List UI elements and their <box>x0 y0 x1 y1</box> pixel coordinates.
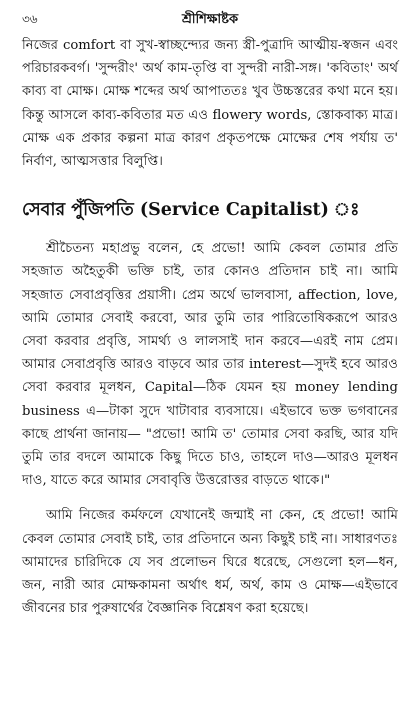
page-number: ৩৬ <box>22 12 38 26</box>
paragraph-purusharthas: আমি নিজের কর্মফলে যেখানেই জন্মাই না কেন, হে প্রভো! আমি কেবল তোমার সেবাই চাই, তার প্রতিদানে অন্য কিছুই চাই না। সাধারণতঃ আমাদের চারিদিকে যে সব প্রলোভন ঘিরে ধরেছে, সেগুলো হল—ধন, জন, নারী আর মোক্ষকামনা অর্থাৎ ধর্ম, অর্থ, কাম ও মোক্ষ—এইভাবে জীবনের চার পুরুষার্থের বৈজ্ঞানিক বিশ্লেষণ করা হয়েছে। <box>22 508 398 617</box>
running-title: শ্রীশিক্ষাষ্টক <box>181 12 239 27</box>
paragraph-continued: নিজের comfort বা সুখ-স্বাচ্ছন্দ্যের জন্য স্ত্রী-পুত্রাদি আত্মীয়-স্বজন এবং পরিচারকবর্গ। 'সুন্দরীং' অর্থ কাম-তৃপ্তি বা সুন্দরী নারী-সঙ্গ। 'কবিতাং' অর্থ কাব্য বা মোক্ষ। মোক্ষ শব্দের অর্থ আপাততঃ খুব উচ্চস্তরের কথা মনে হয়। কিন্তু আসলে কাব্য-কবিতার মত এও flowery words, স্তোকবাক্য মাত্র। মোক্ষ এক প্রকার কল্পনা মাত্র কারণ প্রকৃতপক্ষে মোক্ষের শেষ পর্যায় ত' নির্বাণ, আত্মসত্তার বিলুপ্তি। <box>22 38 398 170</box>
page-header <box>22 0 398 34</box>
paragraph-service-capitalist: শ্রীচৈতন্য মহাপ্রভু বলেন, হে প্রভো! আমি কেবল তোমার প্রতি সহজাত অহৈতুকী ভক্তি চাই, তার কোনও প্রতিদান চাই না। আমি সহজাত সেবাপ্রবৃত্তির প্রয়াসী। প্রেম অর্থে ভালবাসা, affection, love, আমি তোমার সেবাই করবো, আর তুমি তার পারিতোষিকরূপে আরও সেবা করবার প্রবৃত্তি, সামর্থ্য ও লালসাই দান করবে—এরই নাম প্রেম। আমার সেবাপ্রবৃত্তি আরও বাড়বে আর তার interest—সুদই হবে আরও সেবা করবার মূলধন, Capital—ঠিক যেমন হয় money lending business এ—টাকা সুদে খাটাবার ব্যবসায়ে। এইভাবে ভক্ত ভগবানের কাছে প্রার্থনা জানায়— "প্রভো! আমি ত' তোমার সেবা করছি, আর যদি তুমি তার বদলে আমাকে কিছু দিতে চাও, তাহলে দাও—আরও মূলধন দাও, যাতে করে আমার সেবাবৃত্তি উত্তরোত্তর বাড়তে থাকে।" <box>22 241 398 489</box>
book-page <box>22 0 398 620</box>
section-heading: সেবার পুঁজিপতি (Service Capitalist) ঃ <box>22 200 360 221</box>
